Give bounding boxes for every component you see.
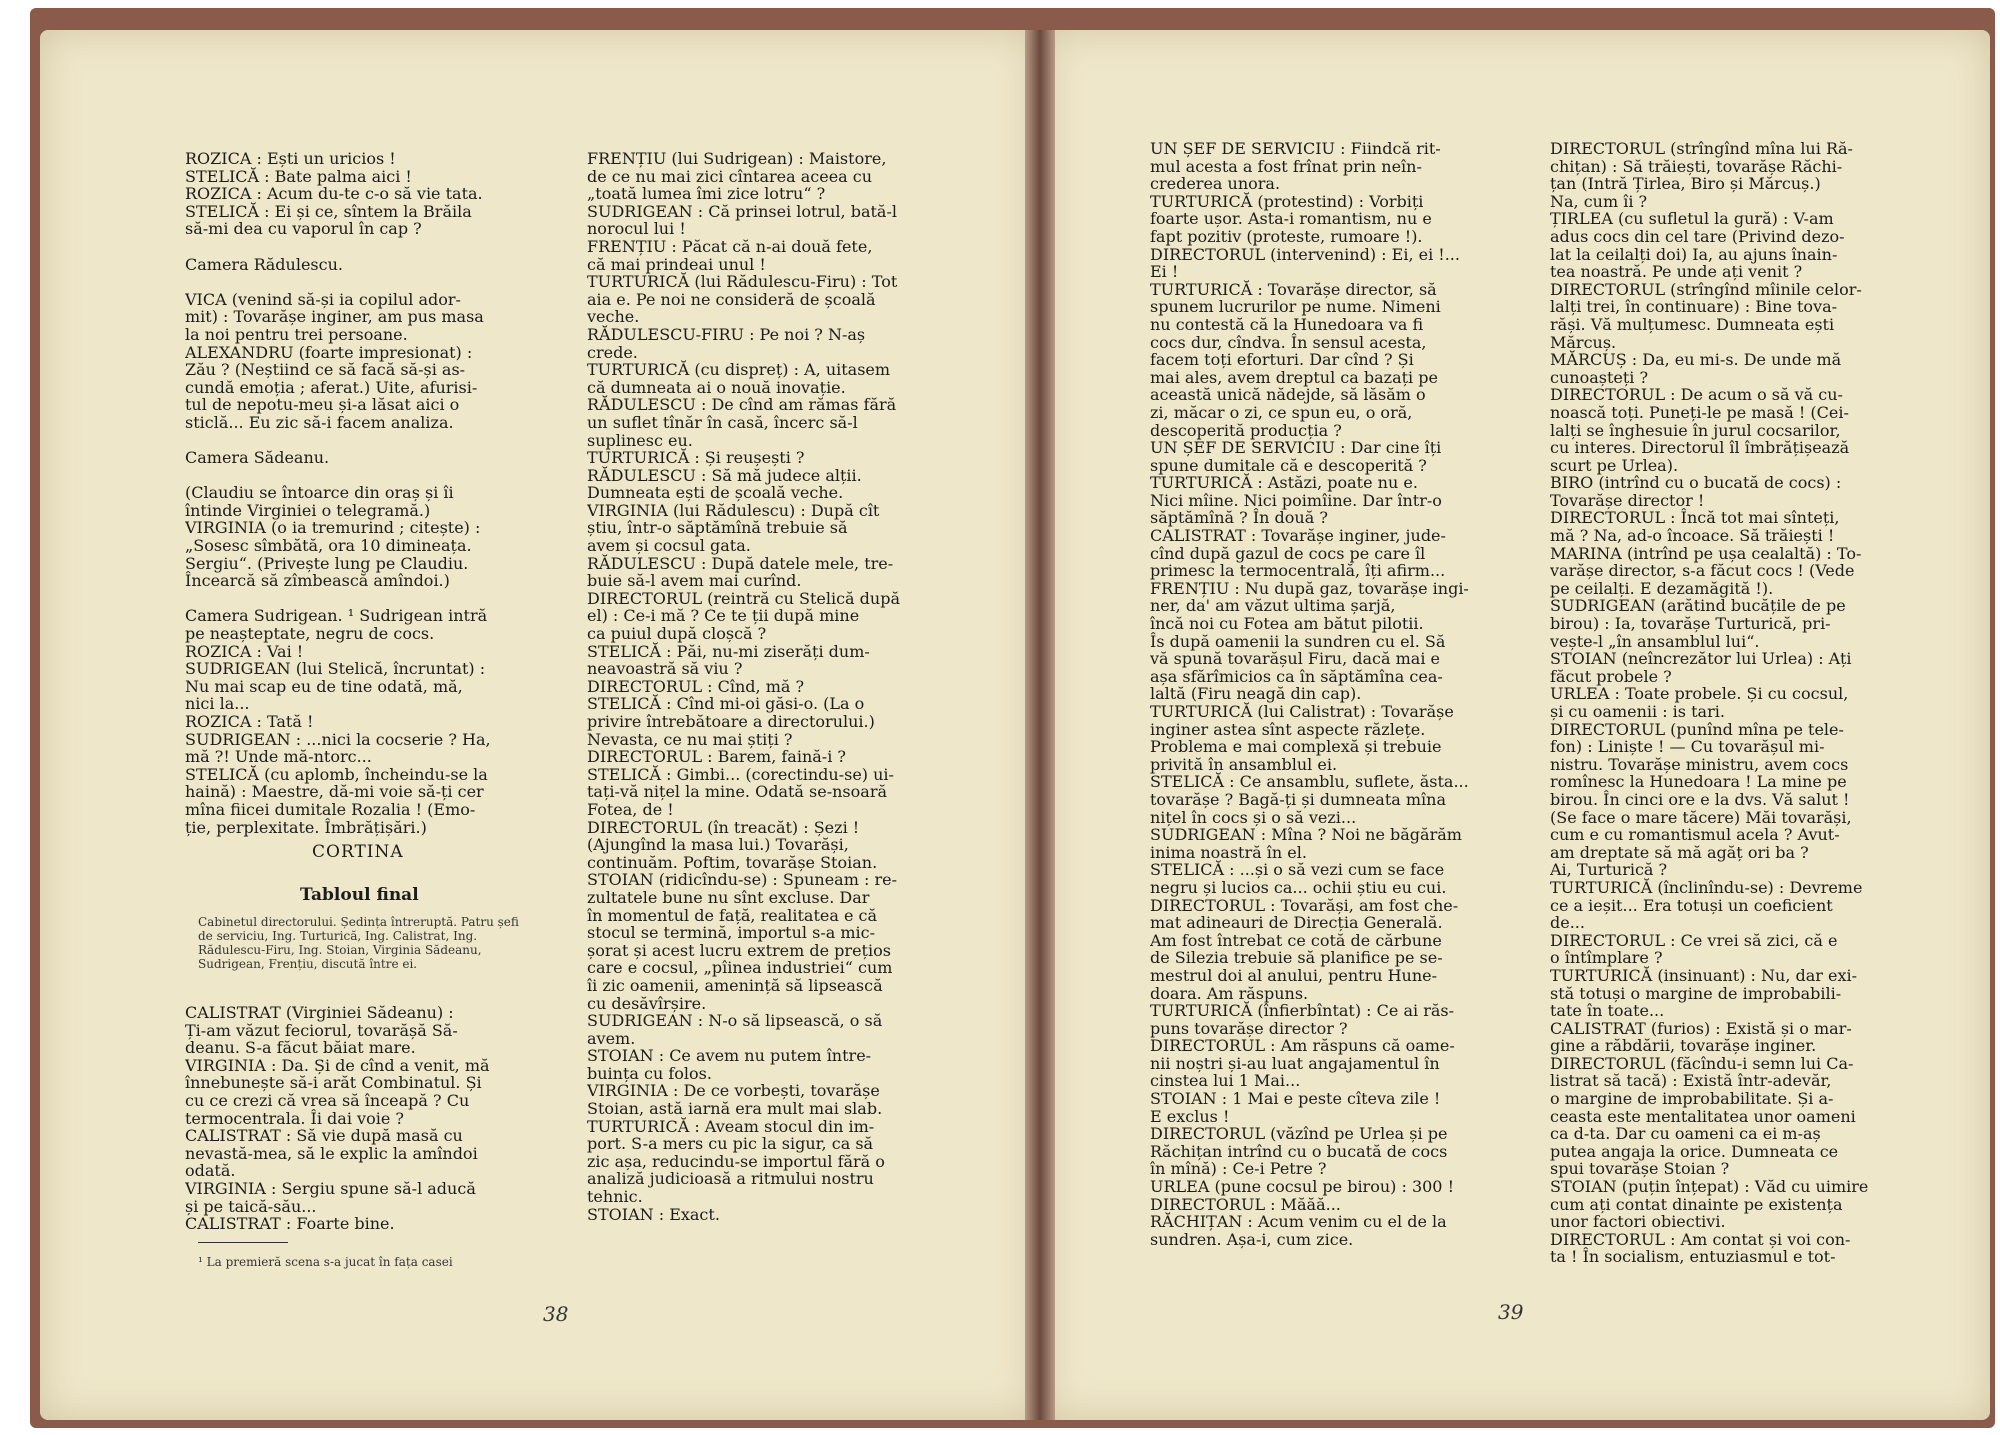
text-line: TURTURICĂ : Tovarășe director, să [1150,279,1437,299]
text-line: primesc la termocentrală, îți afirm... [1150,561,1446,581]
text-line: nevastă-mea, să le explic la amîndoi [185,1143,478,1163]
text-line: romînesc la Hunedoara ! La mine pe [1550,772,1847,792]
text-line: o întîmplare ? [1550,948,1663,968]
text-line: stocul se termină, importul s-a mic- [587,923,876,943]
text-line: TURTURICĂ (înclinîndu-se) : Devreme [1550,877,1863,897]
text-line: Zău ? (Neștiind ce să facă să-și as- [185,360,466,380]
text-line: Stoian, astă iarnă era mult mai slab. [587,1099,883,1119]
text-line: doara. Am răspuns. [1150,983,1309,1003]
text-line: foarte ușor. Asta-i romantism, nu e [1150,209,1432,229]
text-line: zic așa, reducindu-se importul fără o [587,1151,885,1171]
page-number-38: 38 [543,1302,569,1326]
text-line: nu contestă că la Hunedoara va fi [1150,314,1424,334]
text-line: DIRECTORUL : Ce vrei să zici, că e [1550,930,1838,950]
text-line: URLEA : Toate probele. Și cu cocsul, [1550,684,1849,704]
text-line: că dumneata ai o nouă inovație. [587,377,846,397]
text-line: STELICĂ : Păi, nu-mi ziserăți dum- [587,641,870,661]
text-line: birou) : Ia, tovarășe Turturică, pri- [1550,614,1831,634]
text-line: Camera Sudrigean. ¹ Sudrigean intră [185,606,488,626]
text-line: DIRECTORUL (strîngînd mîna lui Ră- [1550,140,1853,158]
text-line: TURTURICĂ (protestind) : Vorbiți [1150,191,1424,211]
text-line: CALISTRAT : Să vie după masă cu [185,1126,463,1146]
left-page-column-2 [587,150,932,1275]
text-line: continuăm. Poftim, tovarășe Stoian. [587,852,878,872]
text-line: spui tovarășe Stoian ? [1550,1159,1730,1179]
text-line: DIRECTORUL : Încă tot mai sînteți, [1550,508,1840,528]
text-line: încă noi cu Fotea am bătut pilotii. [1150,614,1424,634]
text-line: TURTURICĂ : Și reușești ? [587,448,805,468]
text-line: FRENȚIU (lui Sudrigean) : Maistore, [587,150,887,168]
text-line: birou. În cinci ore e la dvs. Vă salut ! [1550,789,1850,809]
text-line: cundă emoția ; aferat.) Uite, afurisi- [185,377,478,397]
text-line: ner, da' am văzut ultima șarjă, [1150,596,1396,616]
text-line: DIRECTORUL : De acum o să vă cu- [1550,385,1843,405]
text-line: nițel în cocs și o să vezi... [1150,807,1357,827]
text-line [185,590,530,608]
text-line: Nici mîine. Nici poimîine. Dar într-o [1150,490,1442,510]
text-line: inima noastră în el. [1150,842,1307,862]
text-line: listrat să tacă) : Există într-adevăr, [1550,1071,1832,1091]
text-line: cu desăvîrșire. [587,993,707,1013]
text-line: mestrul doi al anului, pentru Hune- [1150,965,1438,985]
text-line: DIRECTORUL : Am răspuns că oame- [1150,1036,1455,1056]
text-line: tate în toate... [1550,1001,1665,1021]
text-line: analiză judicioasă a ritmului nostru [587,1169,874,1189]
text-line: care e cocsul, „pîinea industriei“ cum [587,958,893,978]
text-line: DIRECTORUL (intervenind) : Ei, ei !... [1150,244,1460,264]
text-line: STELICĂ : Bate palma aici ! [185,166,412,186]
text-line: DIRECTORUL : Barem, faină-i ? [587,747,846,767]
text-line: nici la... [185,694,250,714]
text-line: Nevasta, ce nu mai știți ? [587,729,793,749]
text-line: cunoașteți ? [1550,367,1649,387]
text-line: așa sfărîmicios ca în săptămîna cea- [1150,666,1443,686]
text-line: VIRGINIA : De ce vorbești, tovarășe [587,1081,880,1101]
text-line: înnebunește să-i arăt Combinatul. Și [185,1073,482,1093]
right-page-column-1 [1150,140,1495,1270]
text-line: buie să-l avem mai curînd. [587,571,802,591]
text-line: Fotea, de ! [587,799,674,819]
text-line: fon) : Liniște ! — Cu tovarășul mi- [1550,737,1825,757]
text-line: CALISTRAT (Virginiei Sădeanu) : [185,1004,454,1022]
text-line: RĂDULESCU : După datele mele, tre- [587,553,894,573]
text-line: această unică nădejde, să lăsăm o [1150,385,1426,405]
text-line: mîna fiicei dumitale Rozalia ! (Emo- [185,799,476,819]
text-line: că mai prindeai unul ! [587,254,766,274]
text-line: adus cocs din cel tare (Privind dezo- [1550,226,1845,246]
text-line: UN ȘEF DE SERVICIU : Fiindcă rit- [1150,140,1441,158]
left-page-column-1 [185,150,530,840]
text-line: BIRO (intrînd cu o bucată de cocs) : [1550,473,1842,493]
text-line: facem toți eforturi. Dar cînd ? Și [1150,350,1414,370]
text-line: odată. [185,1161,236,1181]
text-line: crede. [587,342,638,362]
text-line: UN ȘEF DE SERVICIU : Dar cine îți [1150,438,1442,458]
text-line: (Claudiu se întoarce din oraș și îi [185,483,454,503]
text-line: unor factori obiectivi. [1550,1212,1726,1232]
text-line: sundren. Așa-i, cum zice. [1150,1229,1354,1249]
text-line: ca d-ta. Dar cu oameni ca ei m-aș [1550,1124,1821,1144]
text-line: sticlă... Eu zic să-i facem analiza. [185,412,454,432]
cortina-text: CORTINA [312,842,404,862]
text-line: laltă (Firu neagă din cap). [1150,684,1362,704]
text-line: norocul lui ! [587,219,686,239]
text-line: FRENȚIU : Nu după gaz, tovarășe ingi- [1150,578,1469,598]
tablou-final-heading: Tabloul final [300,885,419,905]
text-line: TURTURICĂ (cu dispreț) : A, uitasem [587,360,891,380]
text-line: privire întrebătoare a directorului.) [587,712,875,731]
text-line: privită în ansamblul ei. [1150,754,1338,774]
text-line: cum e cu romantismul acela ? Avut- [1550,825,1840,845]
book-gutter [1025,30,1055,1420]
text-line: tovarășe ? Bagă-ți și dumneata mîna [1150,789,1447,809]
footnote-rule [198,1242,288,1243]
text-line: cum ați contat dinainte pe existența [1550,1194,1843,1214]
text-line: în momentul de față, realitatea e că [587,905,878,925]
text-line: și cu oamenii : is tari. [1550,702,1725,721]
text-line: ție, perplexitate. Îmbrățișări.) [185,817,427,837]
text-line: TURTURICĂ (insinuant) : Nu, dar exi- [1550,965,1858,985]
text-line: mul acesta a fost frînat prin neîn- [1150,156,1422,176]
text-line: pe neașteptate, negru de cocs. [185,624,435,644]
text-line: avem și cocsul gata. [587,536,751,556]
text-line: lalți se înghesuie în jurul cocsarilor, [1550,420,1841,440]
text-line: SUDRIGEAN : ...nici la cocserie ? Ha, [185,729,491,749]
text-line: inginer astea sînt aspecte răzlețe. [1150,719,1426,739]
text-line: crederea unora. [1150,174,1281,194]
text-line: CALISTRAT : Tovarășe inginer, jude- [1150,526,1446,546]
text-line: Îs după oamenii la sundren cu el. Să [1150,631,1446,651]
text-line: „toată lumea îmi zice lotru“ ? [587,184,826,204]
text-line: cu interes. Directorul îl îmbrățișează [1550,438,1850,458]
text-line: zultatele bune nu sînt excluse. Dar [587,887,870,907]
page-number-39: 39 [1498,1300,1524,1324]
text-line: am dreptate să mă agăț ori ba ? [1550,842,1809,862]
text-line: RĂCHIȚAN : Acum venim cu el de la [1150,1212,1447,1232]
text-line: ROZICA : Acum du-te c-o să vie tata. [185,184,483,204]
text-line: STELICĂ : Ce ansamblu, suflete, ăsta... [1150,772,1469,792]
text-line: întinde Virginiei o telegramă.) [185,500,431,520]
text-line: de Silezia trebuie să planifice pe se- [1150,948,1443,968]
text-line: Camera Rădulescu. [185,254,343,274]
text-line: neavoastră să viu ? [587,659,743,679]
text-line: ȚIRLEA (cu sufletul la gură) : V-am [1550,209,1834,229]
text-line: mă ? Na, ad-o încoace. Să trăiești ! [1550,526,1835,546]
text-line: CALISTRAT : Foarte bine. [185,1214,395,1234]
text-line: nistru. Tovarășe ministru, avem cocs [1550,754,1849,774]
text-line: Problema e mai complexă și trebuie [1150,737,1442,757]
text-line [185,273,530,291]
text-line: Na, cum îi ? [1550,191,1648,211]
text-line: el) : Ce-i mă ? Ce te ții după mine [587,606,860,626]
text-line: STOIAN : Exact. [587,1204,720,1224]
text-line: să-mi dea cu vaporul în cap ? [185,219,422,239]
text-line: descoperită producția ? [1150,420,1342,440]
text-line: lalți trei, în continuare) : Bine tova- [1550,297,1838,317]
text-line: DIRECTORUL (reintră cu Stelică după [587,588,900,608]
text-line: chițan) : Să trăiești, tovarășe Răchi- [1550,156,1843,176]
text-line: STELICĂ : Cînd mi-oi găsi-o. (La o [587,694,865,714]
text-line: gine a răbdării, tovarășe inginer. [1550,1036,1817,1056]
stage-direction: Cabinetul directorului. Ședința întreruptă. Patru șefi de serviciu, Ing. Turturică, Ing. Calistrat, Ing. Rădulescu-Firu, Ing. Stoian, Virginia Sădeanu, Sudrigean, Frențiu, discută între ei. [198,915,519,971]
text-line: buința cu folos. [587,1063,712,1083]
text-line: TURTURICĂ : Astăzi, poate nu e. [1150,473,1418,493]
text-line [185,467,530,485]
text-line: făcut probele ? [1550,666,1672,686]
text-line: fapt pozitiv (proteste, rumoare !). [1150,226,1423,246]
text-line: DIRECTORUL : Cînd, mă ? [587,676,805,696]
text-line: varășe director, s-a făcut cocs ! (Vede [1550,561,1855,581]
text-line: Mărcuș. [1550,332,1617,352]
text-line: puns tovarășe director ? [1150,1018,1348,1038]
text-line: SUDRIGEAN : Că prinsei lotrul, bată-l [587,201,897,221]
text-line: spune dumitale că e descoperită ? [1150,455,1427,475]
text-line: STELICĂ (cu aplomb, încheindu-se la [185,764,488,784]
text-line: haină) : Maestre, dă-mi voie să-ți cer [185,782,484,802]
text-line: TURTURICĂ (lui Rădulescu-Firu) : Tot [587,272,898,292]
text-line: RĂDULESCU-FIRU : Pe noi ? N-aș [587,324,866,344]
text-line: VIRGINIA : Da. Și de cînd a venit, mă [185,1055,490,1075]
text-line: ROZICA : Tată ! [185,712,314,731]
text-line: CALISTRAT (furios) : Există și o mar- [1550,1018,1852,1038]
text-line: cînd după gazul de cocs pe care îl [1150,543,1426,563]
text-line: FRENȚIU : Păcat că n-ai două fete, [587,236,873,256]
text-line: (Ajungînd la masa lui.) Tovarăși, [587,835,849,855]
text-line: mă ?! Unde mă-ntorc... [185,747,372,767]
text-line: nii noștri și-au luat angajamentul în [1150,1053,1440,1073]
text-line: de ce nu mai zici cîntarea aceea cu [587,166,873,186]
text-line: putea angaja la orice. Dumneata ce [1550,1141,1839,1161]
text-line: DIRECTORUL (punînd mîna pe tele- [1550,719,1844,739]
text-line: Ai, Turturică ? [1550,860,1668,880]
text-line: tați-vă nițel la mine. Odată se-nsoară [587,782,887,802]
text-line: STOIAN : Ce avem nu putem între- [587,1046,872,1066]
text-line: tul de nepotu-meu și-a lăsat aici o [185,395,460,415]
text-line [185,432,530,450]
text-line: Nu mai scap eu de tine odată, mă, [185,676,463,696]
text-line: noască toți. Puneți-le pe masă ! (Cei- [1550,402,1849,422]
text-line: Ei ! [1150,262,1179,282]
text-line: cu ce crezi că vrea să înceapă ? Cu [185,1090,470,1110]
text-line: STOIAN (puțin înțepat) : Văd cu uimire [1550,1177,1869,1197]
text-line: ce a ieșit... Era totuși un coeficient [1550,895,1833,915]
text-line: DIRECTORUL (în treacăt) : Șezi ! [587,817,860,837]
text-line: știu, într-o săptămînă trebuie să [587,518,848,538]
text-line: DIRECTORUL : Tovarăși, am fost che- [1150,895,1459,915]
text-line: zi, măcar o zi, ce spun eu, o oră, [1150,402,1413,422]
text-line: MĂRCUȘ : Da, eu mi-s. De unde mă [1550,350,1842,370]
text-line: SUDRIGEAN : N-o să lipsească, o să [587,1011,883,1031]
text-line: SUDRIGEAN (lui Stelică, încruntat) : [185,659,486,679]
text-line: URLEA (pune cocsul pe birou) : 300 ! [1150,1177,1454,1197]
text-line: ALEXANDRU (foarte impresionat) : [185,342,473,362]
text-line: DIRECTORUL : Măăă... [1150,1194,1341,1214]
text-line: cinstea lui 1 Mai... [1150,1071,1301,1091]
text-line: la noi pentru trei persoane. [185,324,408,344]
text-line: răși. Vă mulțumesc. Dumneata ești [1550,314,1835,334]
text-line: STELICĂ : Gimbi... (corectindu-se) ui- [587,764,894,784]
text-line: negru și lucios ca... ochii știu eu cui. [1150,877,1447,897]
text-line: STOIAN (ridicîndu-se) : Spuneam : re- [587,870,897,890]
text-line: „Sosesc sîmbătă, ora 10 dimineața. [185,536,472,556]
text-line: SUDRIGEAN : Mîna ? Noi ne băgărăm [1150,825,1462,845]
text-line: cocs dur, cîndva. În sensul acesta, [1150,332,1427,352]
text-line: TURTURICĂ : Aveam stocul din im- [587,1116,875,1136]
left-page-column-1-continued [185,1004,530,1239]
right-page-column-2 [1550,140,1895,1275]
text-line: vește-l „în ansamblul lui“. [1550,631,1760,651]
text-line: termocentrala. Îi dai voie ? [185,1108,404,1128]
text-line: vă spună tovarășul Firu, dacă mai e [1150,649,1440,669]
text-line: ta ! În socialism, entuziasmul e tot- [1550,1247,1836,1267]
text-line [185,238,530,256]
text-line: săptămînă ? În două ? [1150,508,1328,528]
text-line: o margine de improbabilitate. Și a- [1550,1089,1834,1109]
text-line: VIRGINIA (o ia tremurind ; citește) : [185,518,481,538]
text-line: STOIAN (neîncrezător lui Urlea) : Ați [1550,649,1852,669]
text-line: DIRECTORUL (strîngînd mîinile celor- [1550,279,1862,299]
text-line: Dumneata ești de școală veche. [587,483,844,503]
text-line: Încearcă să zîmbească amîndoi.) [185,571,450,591]
text-line: Camera Sădeanu. [185,448,330,468]
footnote: ¹ La premieră scena s-a jucat în fața casei [198,1255,453,1269]
text-line: și pe taică-său... [185,1196,317,1216]
text-line: de... [1550,913,1585,933]
text-line: Tovarășe director ! [1550,490,1705,510]
text-line: RĂDULESCU : De cînd am rămas fără [587,395,897,415]
text-line: TURTURICĂ (înfierbîntat) : Ce ai răs- [1150,1001,1454,1021]
text-line: îi zic oamenii, amenință să lipsească [587,975,883,995]
text-line: STELICĂ : Ei și ce, sîntem la Brăila [185,201,472,221]
text-line: în mînă) : Ce-i Petre ? [1150,1159,1327,1179]
text-line: mit) : Tovarășe inginer, am pus masa [185,307,484,327]
text-line: Am fost întrebat ce cotă de cărbune [1150,930,1442,950]
text-line: Ți-am văzut feciorul, tovarășă Să- [185,1020,458,1040]
text-line: spunem lucrurilor pe nume. Nimeni [1150,297,1441,317]
text-line: DIRECTORUL : Am contat și voi con- [1550,1229,1851,1249]
text-line: mat adineauri de Direcția Generală. [1150,913,1443,933]
text-line: mai ales, avem dreptul ca bazați pe [1150,367,1438,387]
text-line: deanu. S-a făcut băiat mare. [185,1038,416,1058]
text-line: lat la ceilalți doi) Ia, au ajuns înain- [1550,244,1838,264]
text-line: ROZICA : Vai ! [185,641,304,661]
text-line: E exclus ! [1150,1106,1230,1126]
text-line: veche. [587,307,640,327]
text-line: șorat și acest lucru extrem de prețios [587,940,891,960]
text-line: VIRGINIA (lui Rădulescu) : După cît [587,500,880,520]
text-line: țan (Intră Țirlea, Biro și Mărcuș.) [1550,174,1821,194]
text-line: MARINA (intrînd pe ușa cealaltă) : To- [1550,543,1862,563]
text-line: pe ceilalți. E dezamăgită !). [1550,578,1774,598]
text-line: DIRECTORUL (văzînd pe Urlea și pe [1150,1124,1448,1144]
text-line: Răchițan intrînd cu o bucată de cocs [1150,1141,1448,1161]
text-line: VIRGINIA : Sergiu spune să-l aducă [185,1178,476,1198]
text-line: STOIAN : 1 Mai e peste cîteva zile ! [1150,1089,1441,1109]
text-line: tea noastră. Pe unde ați venit ? [1550,262,1803,282]
text-line: un suflet tînăr în casă, încerc să-l [587,412,858,432]
text-line: port. S-a mers cu pic la sigur, ca să [587,1134,874,1154]
text-line: stă totuși o margine de improbabili- [1550,983,1842,1003]
text-line: ROZICA : Ești un uricios ! [185,150,396,168]
text-line: aia e. Pe noi ne consideră de școală [587,289,876,309]
text-line: SUDRIGEAN (arătind bucățile de pe [1550,596,1846,616]
text-line: (Se face o mare tăcere) Măi tovarăși, [1550,807,1852,827]
text-line: Sergiu“. (Privește lung pe Claudiu. [185,553,469,573]
text-line: tehnic. [587,1187,643,1207]
text-line: STELICĂ : ...și o să vezi cum se face [1150,860,1445,880]
text-line: TURTURICĂ (lui Calistrat) : Tovarășe [1150,702,1454,721]
text-line: avem. [587,1028,636,1048]
text-line: RĂDULESCU : Să mă judece alții. [587,465,862,485]
text-line: ca puiul după cloșcă ? [587,624,767,644]
text-line: VICA (venind să-și ia copilul ador- [185,289,461,309]
text-line: suplinesc eu. [587,430,693,450]
text-line: DIRECTORUL (făcîndu-i semn lui Ca- [1550,1053,1854,1073]
text-line: ceasta este mentalitatea unor oameni [1550,1106,1856,1126]
text-line: scurt pe Urlea). [1550,455,1679,475]
